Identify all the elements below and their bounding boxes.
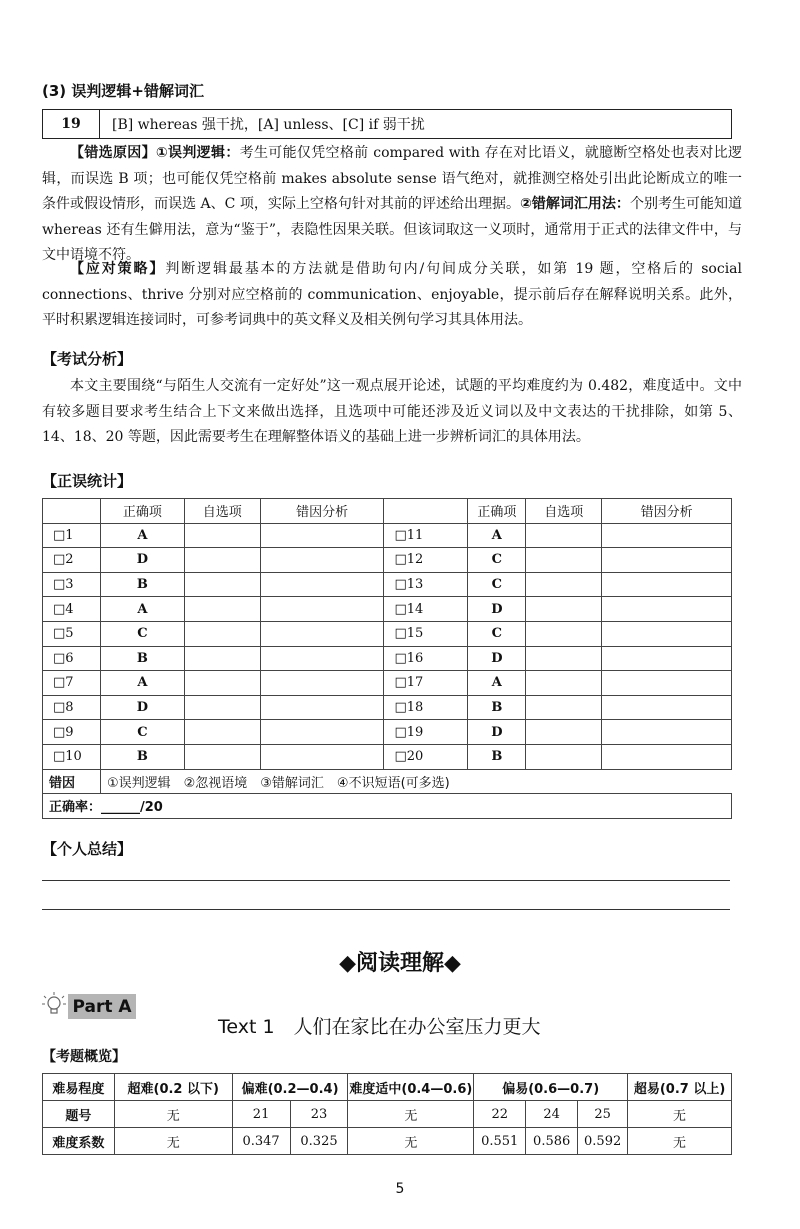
correct-answer: A: [100, 671, 184, 696]
summary-title: 【个人总结】: [42, 840, 133, 858]
correct-answer: A: [100, 523, 184, 548]
reason-marker-1: ①误判逻辑：: [155, 145, 240, 161]
level-cell: 超易(0.7 以上): [628, 1074, 732, 1101]
exam-analysis-text: 本文主要围绕“与陌生人交流有一定好处”这一观点展开论述，试题的平均难度约为 0.482，难度适中。文中有较多题目要求考生结合上下文来做出选择，且选项中可能还涉及近义词以及中文表达的干扰排除，如第 5、14、18、20 等题，因此需要考生在理解整体语义的基础上进一步辨析词汇的具体用法。: [42, 378, 742, 445]
cell: 0.551: [474, 1128, 526, 1155]
analysis-header: 错因分析: [602, 499, 732, 524]
lightbulb-icon: [40, 990, 68, 1020]
chosen-answer-cell[interactable]: [184, 548, 260, 573]
option-analysis: [B] whereas 强干扰，[A] unless、[C] if 弱干扰: [112, 117, 425, 133]
strategy-label: 【应对策略】: [70, 261, 166, 277]
cell: 无: [348, 1101, 474, 1128]
table-row: [43, 646, 732, 671]
question-checkbox[interactable]: □6: [43, 646, 101, 671]
chosen-answer-cell[interactable]: [526, 621, 602, 646]
chosen-answer-cell[interactable]: [184, 621, 260, 646]
correct-answer: A: [468, 671, 526, 696]
cell: 23: [290, 1101, 348, 1128]
row-label: 难易程度: [43, 1074, 115, 1101]
correct-answer: C: [468, 548, 526, 573]
question-number-row: [43, 1101, 732, 1128]
correct-answer: B: [100, 572, 184, 597]
error-analysis-cell[interactable]: [260, 523, 384, 548]
error-analysis-cell[interactable]: [602, 720, 732, 745]
question-checkbox[interactable]: □3: [43, 572, 101, 597]
chosen-answer-cell[interactable]: [526, 646, 602, 671]
correct-answer: C: [100, 720, 184, 745]
error-analysis-cell[interactable]: [260, 597, 384, 622]
accuracy-field[interactable]: 正确率：______/20: [43, 794, 732, 819]
question-checkbox[interactable]: □15: [384, 621, 468, 646]
error-analysis-cell[interactable]: [602, 671, 732, 696]
row-label: 题号: [43, 1101, 115, 1128]
error-cause-row: [43, 769, 732, 794]
level-cell: 偏易(0.6—0.7): [474, 1074, 628, 1101]
chosen-answer-cell[interactable]: [184, 597, 260, 622]
error-analysis-cell[interactable]: [260, 720, 384, 745]
error-reason-label: 【错选原因】: [70, 145, 156, 161]
table-row: [43, 548, 732, 573]
correct-answer: C: [100, 621, 184, 646]
summary-line-1[interactable]: [42, 880, 730, 881]
correct-answer: C: [468, 621, 526, 646]
cell: 无: [114, 1101, 232, 1128]
cell: 无: [114, 1128, 232, 1155]
error-analysis-cell[interactable]: [260, 646, 384, 671]
cell: 0.325: [290, 1128, 348, 1155]
cell: 0.586: [526, 1128, 578, 1155]
table-row: [43, 572, 732, 597]
error-analysis-cell[interactable]: [602, 548, 732, 573]
section-title: (3) 误判逻辑+错解词汇: [42, 82, 204, 100]
stats-title: 【正误统计】: [42, 472, 133, 490]
page-number: 5: [395, 1181, 405, 1197]
level-cell: 超难(0.2 以下): [114, 1074, 232, 1101]
cell: 21: [232, 1101, 290, 1128]
error-analysis-cell[interactable]: [602, 744, 732, 769]
error-analysis-cell[interactable]: [260, 621, 384, 646]
question-checkbox[interactable]: □10: [43, 744, 101, 769]
overview-title: 【考题概览】: [42, 1049, 126, 1065]
cell: 0.592: [578, 1128, 628, 1155]
error-reason-paragraph: [42, 141, 742, 269]
correct-answer: C: [468, 572, 526, 597]
chosen-answer-cell[interactable]: [526, 572, 602, 597]
error-analysis-cell[interactable]: [260, 671, 384, 696]
correct-answer: B: [100, 744, 184, 769]
error-analysis-cell[interactable]: [602, 597, 732, 622]
chosen-header: 自选项: [184, 499, 260, 524]
question-checkbox[interactable]: □20: [384, 744, 468, 769]
answer-stats-table: [42, 498, 732, 819]
error-analysis-cell[interactable]: [602, 621, 732, 646]
question-checkbox[interactable]: □19: [384, 720, 468, 745]
question-checkbox[interactable]: □12: [384, 548, 468, 573]
error-analysis-cell[interactable]: [260, 548, 384, 573]
chosen-answer-cell[interactable]: [526, 744, 602, 769]
strategy-text: 判断逻辑最基本的方法就是借助句内/句间成分关联，如第 19 题，空格后的 social connections、thrive 分别对应空格前的 communication、enjoyable，提示前后存在解释说明关系。此外，平时积累逻辑连接词时，可参考词典中的英文释义及相关例句学习其具体用法。: [42, 261, 743, 328]
difficulty-coef-row: [43, 1128, 732, 1155]
question-checkbox[interactable]: □11: [384, 523, 468, 548]
error-analysis-cell[interactable]: [260, 572, 384, 597]
exam-analysis-title: 【考试分析】: [42, 350, 133, 368]
table-row: [43, 720, 732, 745]
correct-answer: A: [100, 597, 184, 622]
text-title: Text 1 人们在家比在办公室压力更大: [218, 1016, 541, 1038]
correct-answer: D: [468, 646, 526, 671]
question-checkbox[interactable]: □4: [43, 597, 101, 622]
chosen-answer-cell[interactable]: [526, 720, 602, 745]
chosen-answer-cell[interactable]: [184, 671, 260, 696]
question-checkbox[interactable]: □18: [384, 695, 468, 720]
table-row: [43, 671, 732, 696]
chosen-answer-cell[interactable]: [184, 720, 260, 745]
chosen-answer-cell[interactable]: [184, 646, 260, 671]
accuracy-row: [43, 794, 732, 819]
reason-text-2: 个别考生可能知道 whereas 还有生僻用法，意为“鉴于”，表隐性因果关联。但该词取这一义项时，通常用于正式的法律文件中，与文中语境不符。: [42, 196, 742, 263]
question-checkbox[interactable]: □9: [43, 720, 101, 745]
question-checkbox[interactable]: □2: [43, 548, 101, 573]
summary-line-2[interactable]: [42, 909, 730, 910]
strategy-paragraph: [42, 257, 742, 334]
cell: 0.347: [232, 1128, 290, 1155]
correct-answer: A: [468, 523, 526, 548]
correct-header: 正确项: [468, 499, 526, 524]
question-checkbox[interactable]: □13: [384, 572, 468, 597]
question-checkbox[interactable]: □7: [43, 671, 101, 696]
cell: 25: [578, 1101, 628, 1128]
correct-header: 正确项: [100, 499, 184, 524]
error-analysis-cell[interactable]: [602, 646, 732, 671]
question-19-box: [42, 109, 732, 139]
table-row: [43, 597, 732, 622]
level-cell: 难度适中(0.4—0.6): [348, 1074, 474, 1101]
table-row: [43, 621, 732, 646]
question-checkbox[interactable]: □16: [384, 646, 468, 671]
chosen-answer-cell[interactable]: [526, 671, 602, 696]
analysis-header: 错因分析: [260, 499, 384, 524]
question-checkbox[interactable]: □5: [43, 621, 101, 646]
error-cause-options: ①误判逻辑 ②忽视语境 ③错解词汇 ④不识短语(可多选): [100, 769, 731, 794]
difficulty-table: [42, 1073, 732, 1155]
error-cause-label: 错因: [43, 769, 101, 794]
reason-text-1: 考生可能仅凭空格前 compared with 存在对比语义，就臆断空格处也表对比逻辑，而误选 B 项；也可能仅凭空格前 makes absolute sense 语气绝对，就推测空格处引出此论断成立的唯一条件或假设情形，而误选 A、C 项，实际上空格句针对其前的评述给出理据。: [42, 145, 743, 212]
correct-answer: D: [100, 548, 184, 573]
chosen-answer-cell[interactable]: [526, 523, 602, 548]
chosen-answer-cell[interactable]: [526, 597, 602, 622]
correct-answer: D: [468, 720, 526, 745]
cell: 无: [348, 1128, 474, 1155]
row-label: 难度系数: [43, 1128, 115, 1155]
chosen-answer-cell[interactable]: [526, 695, 602, 720]
error-analysis-cell[interactable]: [260, 695, 384, 720]
stats-header-row: [43, 499, 732, 524]
correct-answer: B: [100, 646, 184, 671]
correct-answer: B: [468, 744, 526, 769]
error-analysis-cell[interactable]: [260, 744, 384, 769]
chosen-answer-cell[interactable]: [184, 523, 260, 548]
error-analysis-cell[interactable]: [602, 523, 732, 548]
chosen-header: 自选项: [526, 499, 602, 524]
table-row: [43, 744, 732, 769]
cell: 无: [628, 1101, 732, 1128]
error-analysis-cell[interactable]: [602, 572, 732, 597]
part-a-badge: Part A: [68, 994, 136, 1019]
question-checkbox[interactable]: □1: [43, 523, 101, 548]
table-row: [43, 695, 732, 720]
question-checkbox[interactable]: □8: [43, 695, 101, 720]
question-checkbox[interactable]: □14: [384, 597, 468, 622]
difficulty-level-row: [43, 1074, 732, 1101]
error-analysis-cell[interactable]: [602, 695, 732, 720]
reading-heading: ◆阅读理解◆: [339, 951, 461, 976]
level-cell: 偏难(0.2—0.4): [232, 1074, 348, 1101]
chosen-answer-cell[interactable]: [526, 548, 602, 573]
cell: 24: [526, 1101, 578, 1128]
chosen-answer-cell[interactable]: [184, 744, 260, 769]
question-checkbox[interactable]: □17: [384, 671, 468, 696]
correct-answer: D: [100, 695, 184, 720]
question-number: 19: [43, 110, 100, 138]
chosen-answer-cell[interactable]: [184, 695, 260, 720]
correct-answer: B: [468, 695, 526, 720]
cell: 22: [474, 1101, 526, 1128]
correct-answer: D: [468, 597, 526, 622]
reason-marker-2: ②错解词汇用法：: [520, 196, 630, 212]
chosen-answer-cell[interactable]: [184, 572, 260, 597]
cell: 无: [628, 1128, 732, 1155]
table-row: [43, 523, 732, 548]
